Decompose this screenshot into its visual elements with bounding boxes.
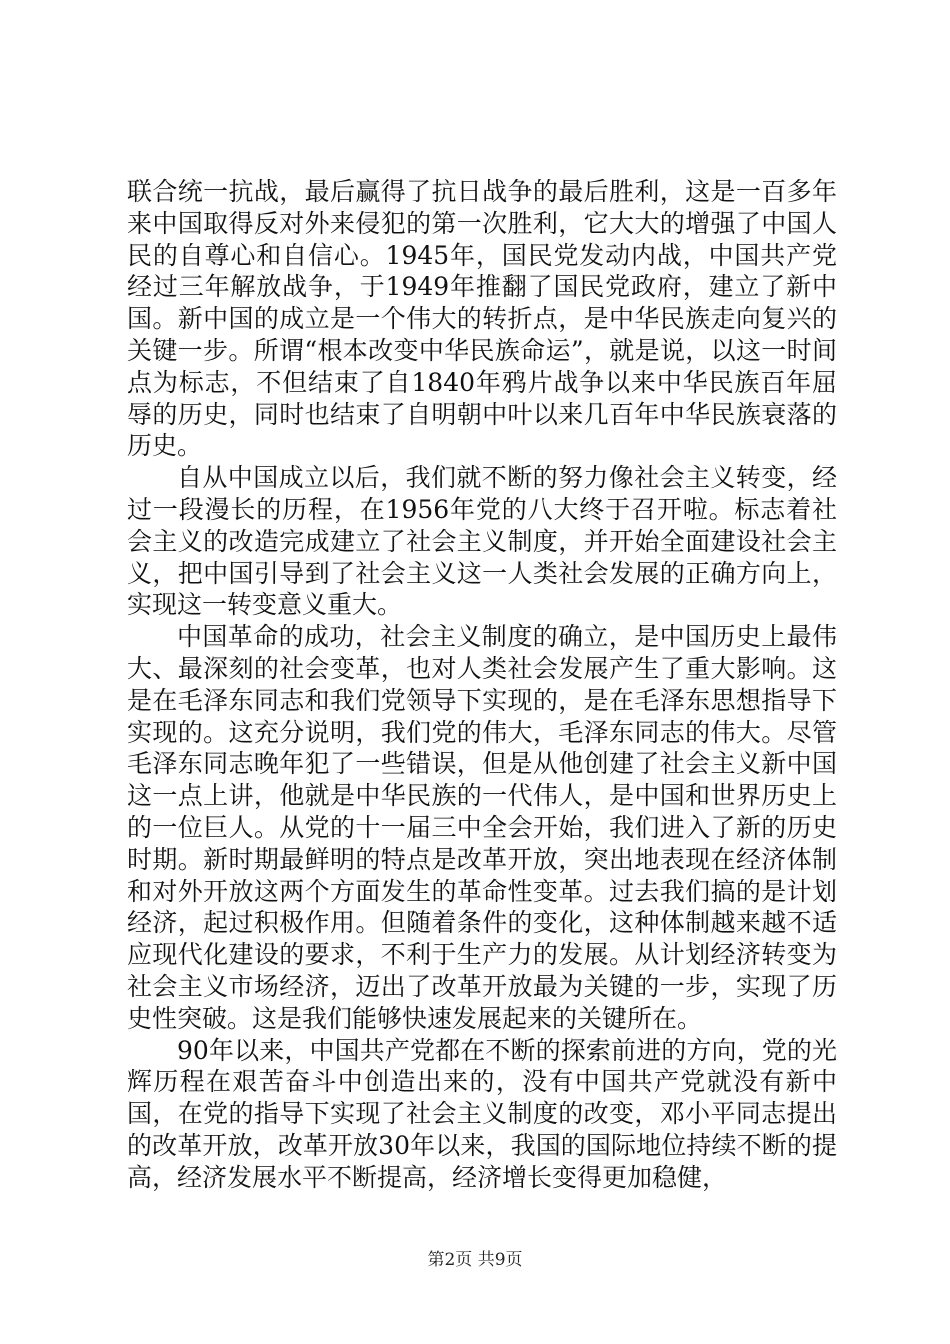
page-number-footer: 第2页 共9页 bbox=[427, 1250, 523, 1270]
paragraph-ninety-years: 90年以来，中国共产党都在不断的探索前进的方向，党的光辉历程在艰苦奋斗中创造出来的，没有中国共产党就没有新中国，在党的指导下实现了社会主义制度的改变，邓小平同志提出的改革开放，改革开放30年以来，我国的国际地位持续不断的提高，经济发展水平不断提高，经济增长变得更加稳健， bbox=[127, 1035, 837, 1192]
paragraph-continuation: 联合统一抗战，最后赢得了抗日战争的最后胜利，这是一百多年来中国取得反对外来侵犯的第一次胜利，它大大的增强了中国人民的自尊心和自信心。1945年，国民党发动内战，中国共产党经过三年解放战争，于1949年推翻了国民党政府，建立了新中国。新中国的成立是一个伟大的转折点，是中华民族走向复兴的关键一步。所谓“根本改变中华民族命运”，就是说，以这一时间点为标志，不但结束了自1840年鸦片战争以来中华民族百年屈辱的历史，同时也结束了自明朝中叶以来几百年中华民族衰落的历史。 bbox=[127, 177, 837, 461]
paragraph-socialist-transition: 自从中国成立以后，我们就不断的努力像社会主义转变，经过一段漫长的历程，在1956年党的八大终于召开啦。标志着社会主义的改造完成建立了社会主义制度，并开始全面建设社会主义，把中国引导到了社会主义这一人类社会发展的正确方向上，实现这一转变意义重大。 bbox=[127, 463, 837, 620]
paragraph-revolution-success: 中国革命的成功，社会主义制度的确立，是中国历史上最伟大、最深刻的社会变革，也对人类社会发展产生了重大影响。这是在毛泽东同志和我们党领导下实现的，是在毛泽东思想指导下实现的。这充分说明，我们党的伟大，毛泽东同志的伟大。尽管毛泽东同志晚年犯了一些错误，但是从他创建了社会主义新中国这一点上讲，他就是中华民族的一代伟人，是中国和世界历史上的一位巨人。从党的十一届三中全会开始，我们进入了新的历史时期。新时期最鲜明的特点是改革开放，突出地表现在经济体制和对外开放这两个方面发生的革命性变革。过去我们搞的是计划经济，起过积极作用。但随着条件的变化，这种体制越来越不适应现代化建设的要求，不利于生产力的发展。从计划经济转变为社会主义市场经济，迈出了改革开放最为关键的一步，实现了历史性突破。这是我们能够快速发展起来的关键所在。 bbox=[127, 622, 837, 1033]
document-body bbox=[127, 176, 837, 1194]
